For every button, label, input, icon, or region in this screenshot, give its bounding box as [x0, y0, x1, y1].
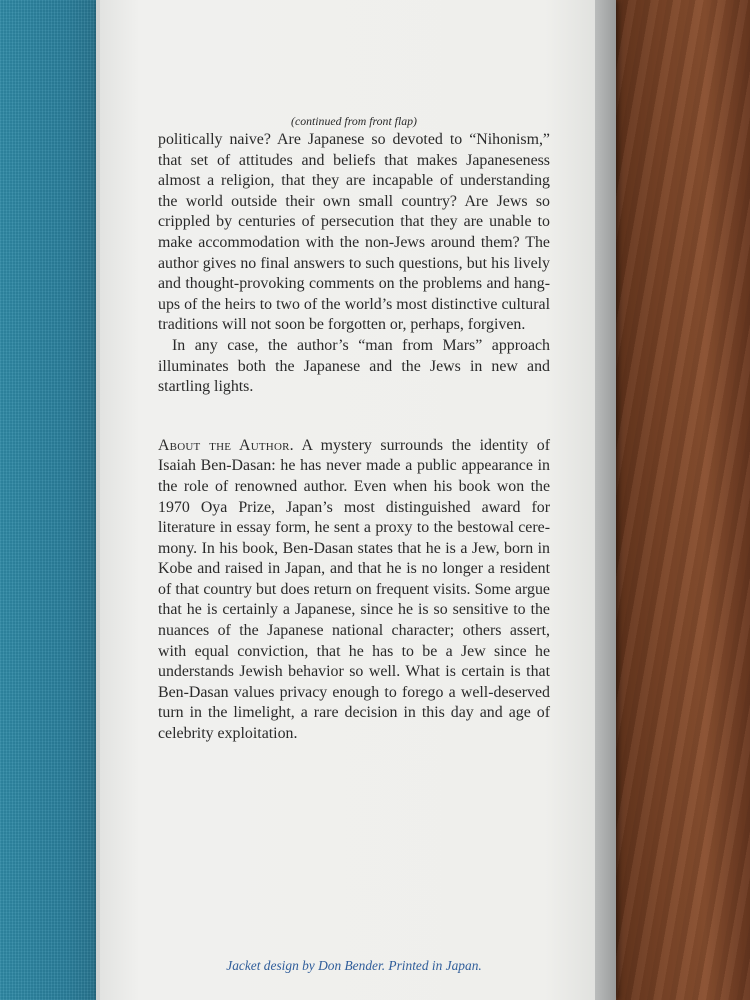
wood-table-background	[600, 0, 750, 1000]
paragraph-about-author	[158, 436, 550, 745]
about-author-heading: About the Author.	[158, 436, 294, 454]
section-gap	[158, 398, 550, 436]
paragraph-any-case: In any case, the author’s “man from Mars” approach illuminates both the Japanese and the Jews in new and startling lights.	[158, 336, 550, 396]
flap-text-block	[158, 112, 550, 745]
about-author-text: A mystery surrounds the identity of Isaiah Ben-Dasan: he has never made a public appearance in the role of renowned author. Even when his book won the 1970 Oya Prize, Japan’s most distinguished award for literature in essay form, he sent a proxy to the bestowal ceremony. In his book, Ben-Dasan states that he is a Jew, born in Kobe and raised in Japan, and that he is no longer a resident of that country but does return on frequent visits. Some argue that he is certainly a Japanese, since he is so sensitive to the nuances of the Japanese national character; others assert, with equal conviction, that he has to be a Jew since he understands Jewish behavior so well. What is certain is that Ben-Dasan values privacy enough to forego a well-deserved turn in the limelight, a rare decision in this day and age of celebrity exploitation.	[158, 436, 550, 743]
paragraph-questions: politically naive? Are Japanese so devoted to “Nihonism,” that set of attitudes and beliefs that makes Japaneseness almost a religion, that they are incapable of understanding the world outside their own small country? Are Jews so crippled by centuries of persecution that they are unable to make accommodation with the non-Jews around them? The author gives no final answers to such questions, but his lively and thought-provoking comments on the problems and hang-ups of the heirs to two of the world’s most distinctive cultural traditions will not soon be forgotten or, perhaps, forgiven.	[158, 131, 550, 334]
jacket-credit-line: Jacket design by Don Bender. Printed in Japan.	[226, 958, 482, 973]
continued-note: (continued from front flap)	[291, 114, 417, 128]
